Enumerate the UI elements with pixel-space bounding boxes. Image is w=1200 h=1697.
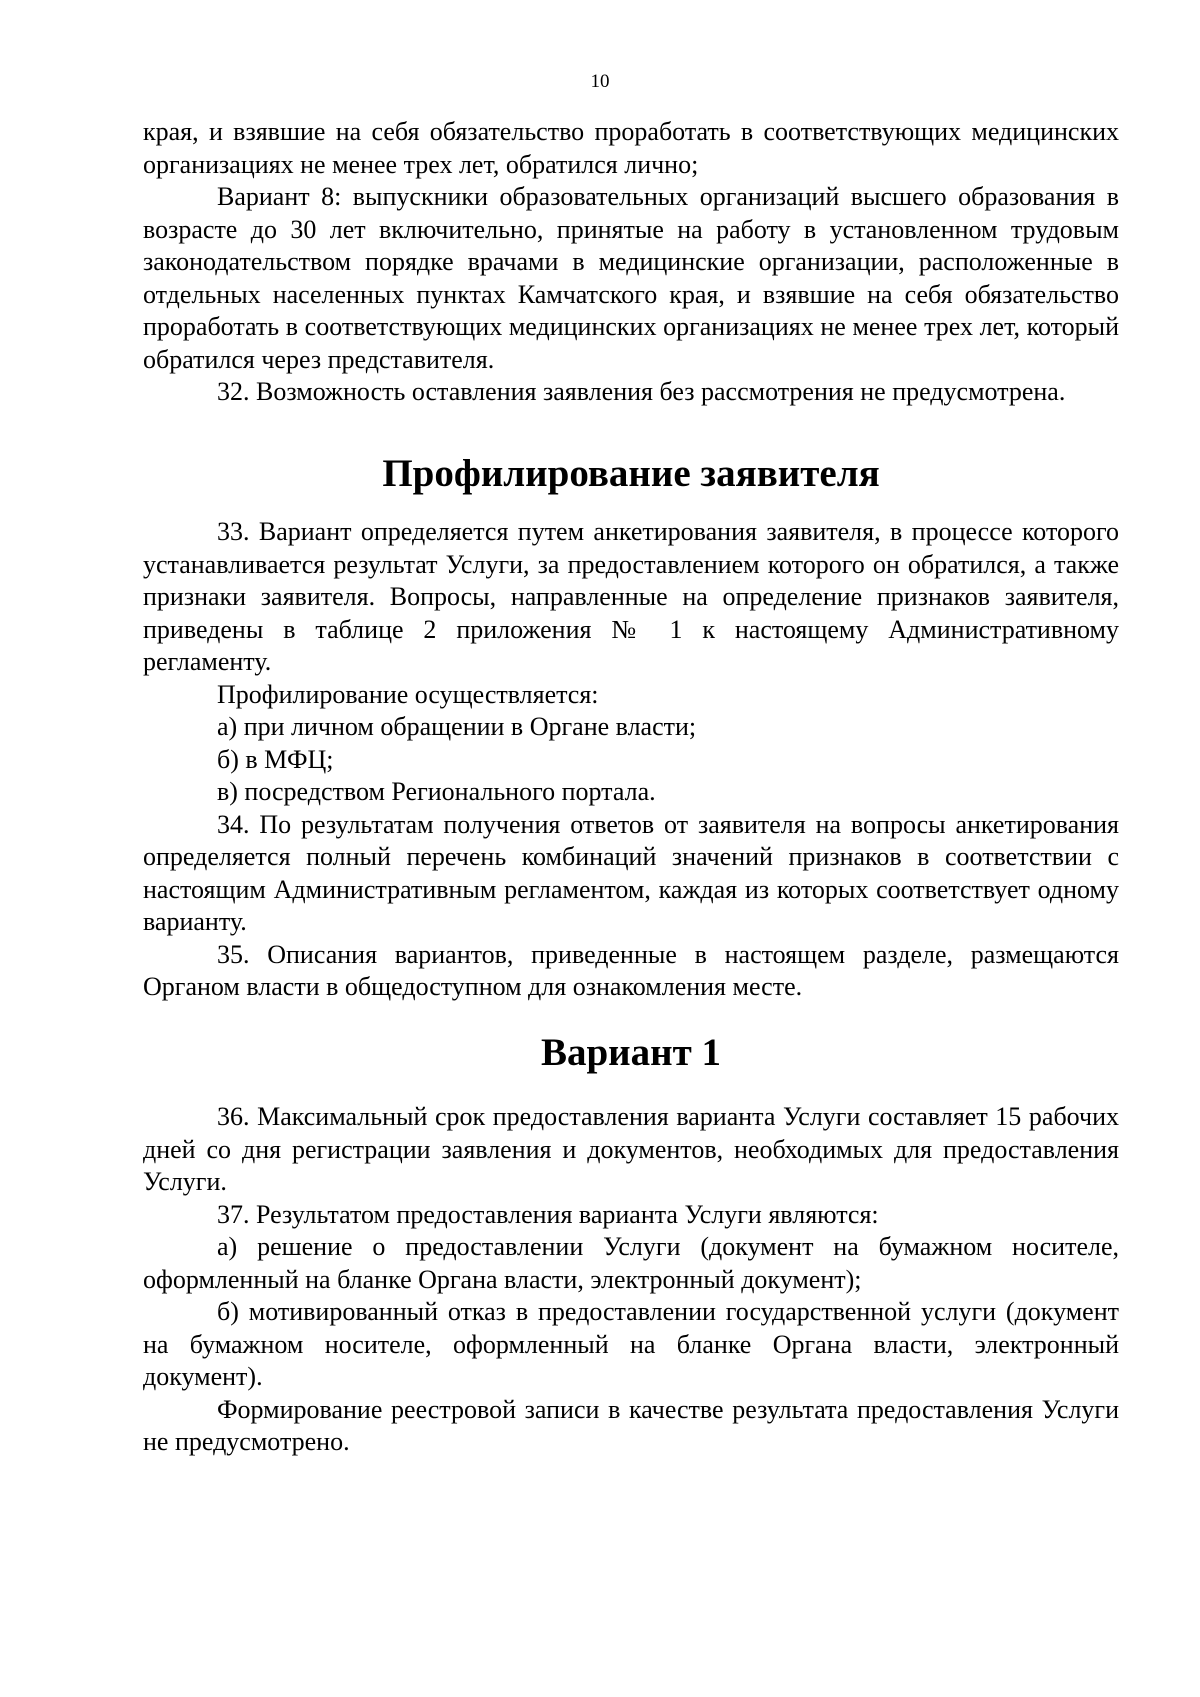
section-heading-profiling: Профилирование заявителя [382, 451, 880, 495]
paragraph-36: 36. Максимальный срок предоставления варианта Услуги составляет 15 рабочих дней со дня регистрации заявления и документов, необходимых для предоставления Услуги. [143, 1102, 1119, 1196]
document-body [143, 116, 1119, 1459]
page-number: 10 [590, 71, 610, 92]
list-item-b: б) в МФЦ; [217, 744, 334, 774]
paragraph-37: 37. Результатом предоставления варианта Услуги являются: [217, 1199, 879, 1229]
profiling-section [143, 516, 1119, 1004]
paragraph-32: 32. Возможность оставления заявления без рассмотрения не предусмотрена. [217, 377, 1066, 406]
section-heading-variant-1: Вариант 1 [540, 1030, 722, 1074]
paragraph-registry-record: Формирование реестровой записи в качестве результата предоставления Услуги не предусмотрено. [143, 1394, 1119, 1456]
list-item-a: а) при личном обращении в Органе власти; [217, 712, 697, 741]
paragraph-top-1: края, и взявшие на себя обязательство проработать в соответствующих медицинских организациях не менее трех лет, обратился лично; [143, 117, 1119, 179]
paragraph-33: 33. Вариант определяется путем анкетирования заявителя, в процессе которого устанавливается результат Услуги, за предоставлением которого он обратился, а также признаки заявителя. Вопросы, направленные на определение признаков заявителя, приведены в таблице 2 приложения № 1 к настоящему Административному регламенту. [143, 517, 1119, 676]
result-item-a: а) решение о предоставлении Услуги (документ на бумажном носителе, оформленный на бланке Органа власти, электронный документ); [143, 1232, 1119, 1294]
paragraph-34: 34. По результатам получения ответов от заявителя на вопросы анкетирования определяется полный перечень комбинаций значений признаков в соответствии с настоящим Административным регламентом, каждая из которых соответствует одному варианту. [143, 809, 1119, 936]
list-item-v: в) посредством Регионального портала. [217, 777, 656, 806]
paragraph-variant-8: Вариант 8: выпускники образовательных организаций высшего образования в возрасте до 30 лет включительно, принятые на работу в установленном трудовым законодательством порядке врачами в медицинские организации, расположенные в отдельных населенных пунктах Камчатского края, и взявшие на себя обязательство проработать в соответствующих медицинских организациях не менее трех лет, который обратился через представителя. [143, 182, 1119, 374]
variant-1-section [143, 1101, 1119, 1459]
paragraph-35: 35. Описания вариантов, приведенные в настоящем разделе, размещаются Органом власти в общедоступном для ознакомления месте. [143, 939, 1119, 1001]
result-item-b: б) мотивированный отказ в предоставлении государственной услуги (документ на бумажном носителе, оформленный на бланке Органа власти, электронный документ). [143, 1297, 1119, 1391]
paragraph-profiling-intro: Профилирование осуществляется: [217, 679, 599, 709]
